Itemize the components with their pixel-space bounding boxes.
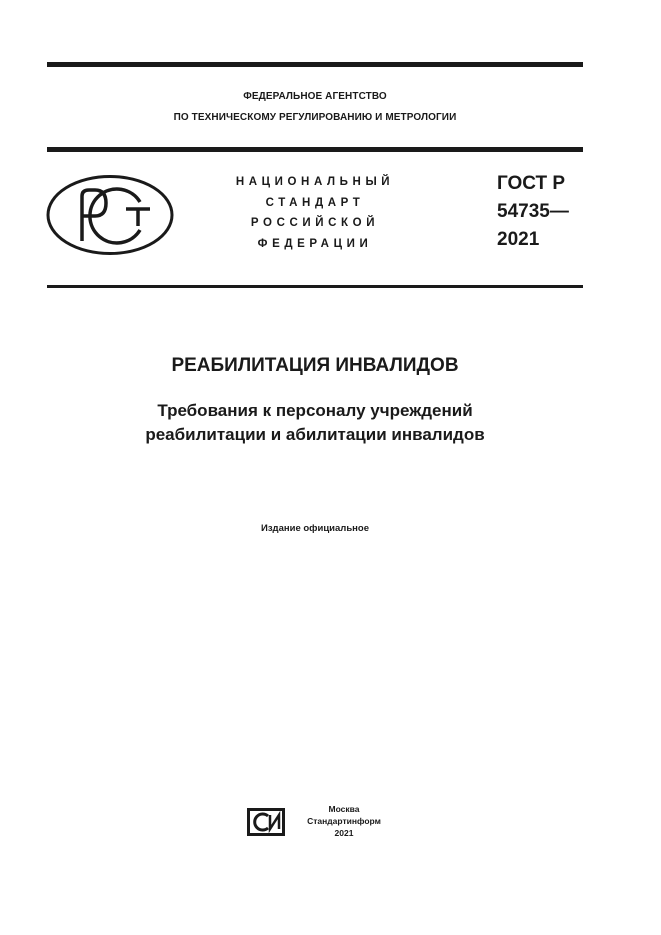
top-rule xyxy=(47,62,583,67)
national-standard-line3: РОССИЙСКОЙ xyxy=(250,217,380,229)
designation-line3: 2021 xyxy=(497,229,540,250)
publisher-city: Москва xyxy=(328,804,360,814)
document-title: РЕАБИЛИТАЦИЯ ИНВАЛИДОВ xyxy=(171,355,459,376)
national-standard-label xyxy=(200,172,430,254)
designation-line1: ГОСТ Р xyxy=(497,173,566,194)
document-subtitle xyxy=(47,399,583,447)
agency-name-line2: ПО ТЕХНИЧЕСКОМУ РЕГУЛИРОВАНИЮ И МЕТРОЛОГИИ xyxy=(173,112,457,123)
edition-label: Издание официальное xyxy=(261,523,369,534)
header-rule xyxy=(47,147,583,152)
designation-line2: 54735— xyxy=(497,201,569,222)
publisher-year: 2021 xyxy=(334,828,354,838)
agency-name-line1: ФЕДЕРАЛЬНОЕ АГЕНТСТВО xyxy=(243,91,387,102)
standartinform-logo-icon xyxy=(246,807,286,837)
standard-designation xyxy=(497,170,569,254)
logo-rule xyxy=(47,285,583,288)
national-standard-line1: НАЦИОНАЛЬНЫЙ xyxy=(235,176,395,188)
subtitle-line1: Требования к персоналу учреждений xyxy=(157,401,473,420)
subtitle-line2: реабилитации и абилитации инвалидов xyxy=(145,425,485,444)
national-standard-line2: СТАНДАРТ xyxy=(265,196,365,209)
publisher-info xyxy=(300,803,388,839)
publisher-name: Стандартинформ xyxy=(307,816,381,826)
national-standard-line4: ФЕДЕРАЦИИ xyxy=(257,237,373,250)
rst-certification-mark-icon xyxy=(46,174,174,256)
